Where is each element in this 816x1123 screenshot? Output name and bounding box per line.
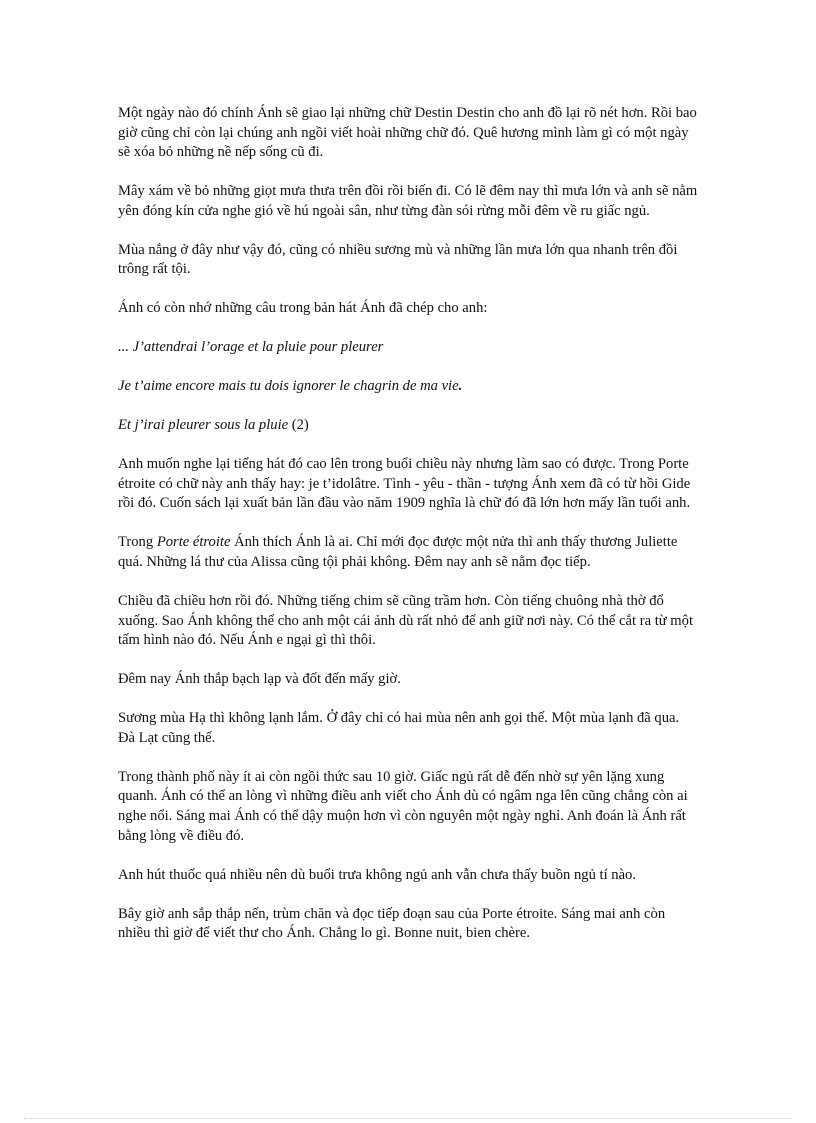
lyric-line-3-text: Et j’irai pleurer sous la pluie xyxy=(118,417,289,434)
document-page xyxy=(118,104,698,963)
paragraph-4: Ánh có còn nhớ những câu trong bản hát Ánh đã chép cho anh: xyxy=(118,300,488,317)
paragraph-2: Mây xám về bỏ những giọt mưa thưa trên đồi rồi biến đi. Có lẽ đêm nay thì mưa lớn và anh sẽ nằm yên đóng kín cửa nghe gió về hú ngoài sân, như từng đàn sói rừng mỗi đêm về ru giấc ngủ. xyxy=(118,183,698,219)
lyric-line-1: ... J’attendrai l’orage et la pluie pour pleurer xyxy=(118,339,384,356)
paragraph-1: Một ngày nào đó chính Ánh sẽ giao lại những chữ Destin Destin cho anh đồ lại rõ nét hơn. Rồi bao giờ cũng chỉ còn lại chúng anh ngồi viết hoài những chữ đó. Quê hương mình làm gì có một ngày sẽ xóa bỏ những nề nếp sống cũ đi. xyxy=(118,105,697,161)
paragraph-10: Trong thành phố này ít ai còn ngồi thức sau 10 giờ. Giấc ngủ rất dễ đến nhờ sự yên lặng xung quanh. Ánh có thể an lòng vì những điều anh viết cho Ánh dù có ngâm nga lên cũng chẳng còn ai nghe nổi. Sáng mai Ánh có thể dậy muộn hơn vì còn nguyên một ngày nghỉ. Anh đoán là Ánh rất bằng lòng về điều đó. xyxy=(118,768,688,844)
page-bottom-divider xyxy=(24,1118,792,1119)
paragraph-6-pre: Trong xyxy=(118,534,157,551)
lyric-line-2-end: . xyxy=(458,378,463,395)
lyric-line-2 xyxy=(118,377,698,397)
paragraph-11: Anh hút thuốc quá nhiều nên dù buổi trưa không ngủ anh vẫn chưa thấy buồn ngủ tí nào. xyxy=(118,866,636,883)
paragraph-6 xyxy=(118,533,698,572)
paragraph-7: Chiều đã chiều hơn rồi đó. Những tiếng chim sẽ cũng trầm hơn. Còn tiếng chuông nhà thờ đổ xuống. Sao Ánh không thể cho anh một cái ảnh dù rất nhỏ để anh giữ nơi này. Có thể cắt ra từ một tấm hình nào đó. Nếu Ánh e ngại gì thì thôi. xyxy=(118,593,694,649)
paragraph-5: Anh muốn nghe lại tiếng hát đó cao lên trong buổi chiều này nhưng làm sao có được. Trong Porte étroite có chữ này anh thấy hay: je t’idolâtre. Tình - yêu - thần - tượng Ánh xem đã có từ hồi Gide rồi đó. Cuốn sách lại xuất bản lần đầu vào năm 1909 nghĩa là chữ đó đã lớn hơn mấy lần tuổi anh. xyxy=(118,456,691,512)
lyric-line-2-text: Je t’aime encore mais tu dois ignorer le chagrin de ma vie xyxy=(118,378,459,395)
paragraph-3: Mùa nắng ở đây như vậy đó, cũng có nhiều sương mù và những lần mưa lớn qua nhanh trên đồi trông rất tội. xyxy=(118,241,678,278)
paragraph-6-post: Ánh thích Ánh là ai. Chỉ mới đọc được một nửa thì anh thấy thương Juliette quá. Những lá thư của Alissa cũng tội phải không. Đêm nay anh sẽ nằm đọc tiếp. xyxy=(118,534,678,571)
paragraph-12: Bây giờ anh sắp thắp nến, trùm chăn và đọc tiếp đoạn sau của Porte étroite. Sáng mai anh còn nhiều thì giờ để viết thư cho Ánh. Chẳng lo gì. Bonne nuit, bien chère. xyxy=(118,905,666,942)
book-title: Porte étroite xyxy=(156,534,231,551)
paragraph-9: Sương mùa Hạ thì không lạnh lắm. Ở đây chỉ có hai mùa nên anh gọi thế. Một mùa lạnh đã qua. Đà Lạt cũng thế. xyxy=(118,710,680,746)
paragraph-8: Đêm nay Ánh thắp bạch lạp và đốt đến mấy giờ. xyxy=(118,671,401,688)
lyric-line-3 xyxy=(118,416,698,436)
lyric-line-3-note: (2) xyxy=(288,417,309,434)
